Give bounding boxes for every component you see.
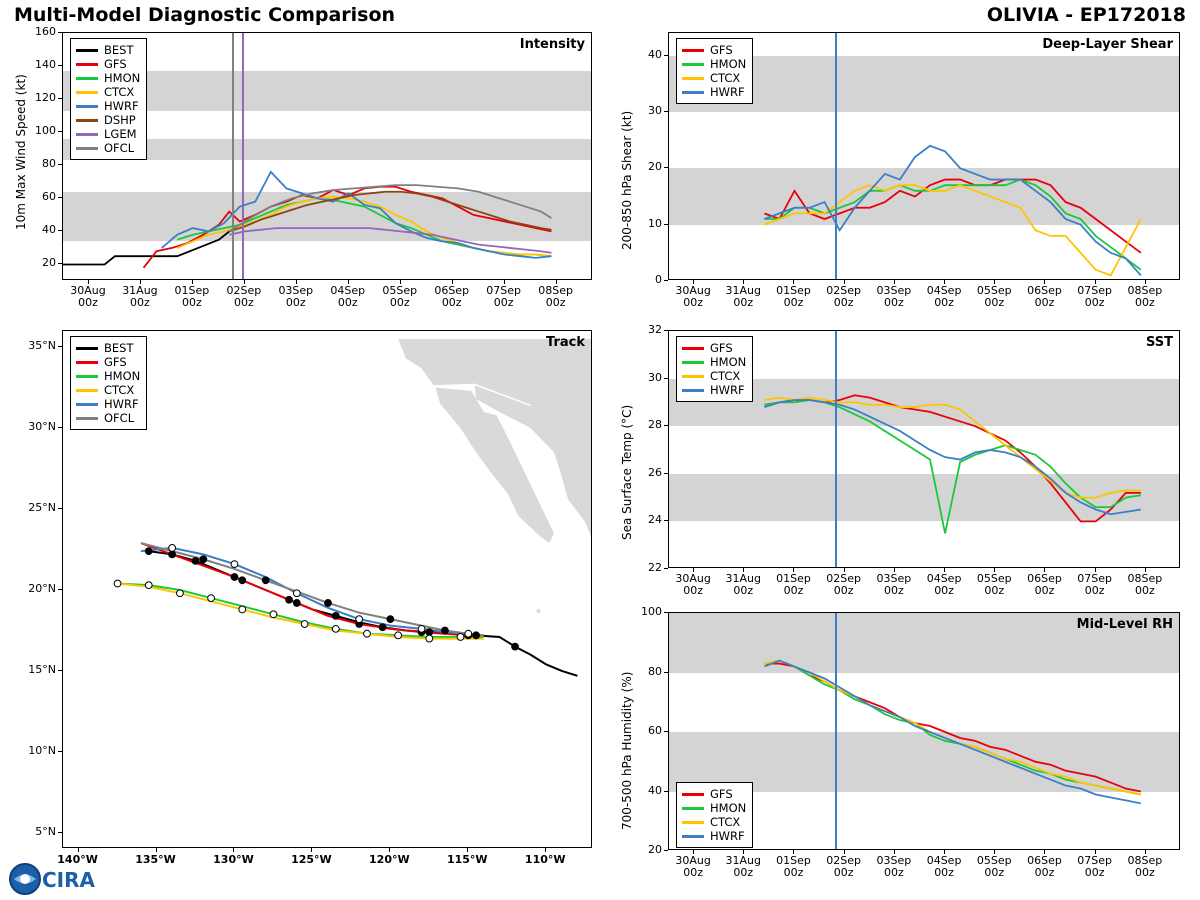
x-tick-label: 30Aug 00z xyxy=(675,284,711,309)
intensity-legend xyxy=(70,38,147,160)
track-point xyxy=(200,556,207,563)
y-tick-label: 35°N xyxy=(28,339,56,353)
legend-label: HMON xyxy=(104,369,141,383)
x-tick-label: 05Sep 00z xyxy=(976,854,1012,879)
main-title: Multi-Model Diagnostic Comparison xyxy=(14,4,396,26)
current-time-line xyxy=(835,33,837,279)
track-point xyxy=(239,577,246,584)
legend-swatch xyxy=(76,119,98,122)
y-tick-label: 15°N xyxy=(28,662,56,676)
y-tick-label: 140 xyxy=(35,58,56,72)
cira-logo xyxy=(8,862,128,896)
track-point xyxy=(356,616,363,623)
series-hmon xyxy=(764,400,1140,533)
legend-swatch xyxy=(682,835,704,838)
x-tick-label: 03Sep 00z xyxy=(876,284,912,309)
current-time-line xyxy=(242,33,244,279)
track-point xyxy=(231,574,238,581)
legend-swatch xyxy=(682,793,704,796)
legend-label: HWRF xyxy=(710,829,745,843)
x-tick-label: 30Aug 00z xyxy=(675,572,711,597)
x-tick-label: 06Sep 00z xyxy=(1027,284,1062,309)
legend-swatch xyxy=(682,361,704,364)
track-point xyxy=(426,629,433,636)
y-tick-label: 28 xyxy=(648,418,662,432)
track-point xyxy=(332,613,339,620)
legend-label: CTCX xyxy=(710,369,741,383)
legend-label: BEST xyxy=(104,43,134,57)
legend-item[interactable] xyxy=(682,57,746,71)
x-tick-label: 07Sep 00z xyxy=(1077,284,1113,309)
y-tick-label: 100 xyxy=(641,605,662,618)
island xyxy=(471,442,475,446)
legend-swatch xyxy=(682,389,704,392)
legend-swatch xyxy=(76,147,98,150)
x-tick-label: 135°W xyxy=(135,853,176,866)
legend-swatch xyxy=(76,77,98,80)
legend-item[interactable] xyxy=(76,57,140,71)
track-point xyxy=(364,630,371,637)
track-point xyxy=(169,551,176,558)
y-tick-label: 20 xyxy=(648,843,662,856)
y-tick-label: 0 xyxy=(655,273,662,286)
legend-swatch xyxy=(76,133,98,136)
x-tick-label: 130°W xyxy=(213,853,254,866)
x-tick-label: 01Sep 00z xyxy=(776,854,811,879)
legend-item[interactable] xyxy=(76,355,140,369)
x-tick-label: 115°W xyxy=(446,853,488,866)
legend-item[interactable] xyxy=(76,71,140,85)
track-point xyxy=(332,625,339,632)
legend-item[interactable] xyxy=(76,397,140,411)
y-tick-label: 40 xyxy=(648,47,662,61)
track-point xyxy=(512,643,519,650)
current-time-line xyxy=(835,613,837,849)
shear-title: Deep-Layer Shear xyxy=(1042,37,1173,52)
x-tick-label: 03Sep 00z xyxy=(876,854,912,879)
legend-label: GFS xyxy=(104,57,127,71)
y-tick-label: 40 xyxy=(42,223,56,237)
legend-swatch xyxy=(76,361,98,364)
x-tick-label: 07Sep 00z xyxy=(1077,854,1113,879)
x-tick-label: 03Sep 00z xyxy=(278,284,314,309)
y-tick-label: 32 xyxy=(648,323,662,336)
legend-label: HWRF xyxy=(104,397,139,411)
current-time-line xyxy=(232,33,234,279)
x-tick-label: 110°W xyxy=(524,853,566,866)
x-tick-label: 04Sep 00z xyxy=(330,284,366,309)
x-tick-label: 08Sep 00z xyxy=(1127,854,1163,879)
y-tick-label: 160 xyxy=(35,25,56,38)
legend-label: HMON xyxy=(710,57,747,71)
legend-label: GFS xyxy=(710,787,733,801)
track-legend xyxy=(70,336,147,430)
x-tick-label: 31Aug 00z xyxy=(725,284,762,309)
current-time-line xyxy=(835,331,837,567)
x-tick-label: 30Aug 00z xyxy=(675,854,711,879)
legend-swatch xyxy=(76,91,98,94)
y-tick-label: 30 xyxy=(648,103,662,117)
x-tick-label: 05Sep 00z xyxy=(382,284,418,309)
legend-label: CTCX xyxy=(710,815,741,829)
x-tick-label: 120°W xyxy=(369,853,410,866)
x-tick-label: 01Sep 00z xyxy=(174,284,210,309)
sst-ylabel: Sea Surface Temp (°C) xyxy=(620,404,634,540)
cira-logo-text: CIRA xyxy=(42,868,95,892)
sst-legend xyxy=(676,336,753,402)
x-tick-label: 31Aug 00z xyxy=(725,572,762,597)
x-tick-label: 08Sep 00z xyxy=(1127,284,1163,309)
track-point xyxy=(325,600,332,607)
legend-swatch xyxy=(682,63,704,66)
x-tick-label: 03Sep 00z xyxy=(876,572,912,597)
track-point xyxy=(293,600,300,607)
x-tick-label: 06Sep 00z xyxy=(1027,572,1062,597)
series-gfs xyxy=(764,180,1140,253)
legend-item[interactable] xyxy=(682,369,746,383)
x-tick-label: 125°W xyxy=(291,853,332,866)
y-tick-label: 30 xyxy=(648,370,662,384)
legend-label: GFS xyxy=(710,341,733,355)
sst-title: SST xyxy=(1145,335,1173,350)
y-tick-label: 24 xyxy=(648,513,662,527)
legend-label: DSHP xyxy=(104,113,136,127)
legend-label: HWRF xyxy=(710,383,745,397)
y-tick-label: 10 xyxy=(648,216,662,230)
y-tick-label: 120 xyxy=(35,91,56,105)
legend-label: GFS xyxy=(104,355,127,369)
track-point xyxy=(379,624,386,631)
x-tick-label: 04Sep 00z xyxy=(926,284,962,309)
track-point xyxy=(239,606,246,613)
legend-item[interactable] xyxy=(682,815,746,829)
legend-swatch xyxy=(76,347,98,350)
legend-label: HMON xyxy=(710,801,747,815)
track-point xyxy=(395,632,402,639)
legend-item[interactable] xyxy=(682,355,746,369)
x-tick-label: 02Sep 00z xyxy=(826,854,862,879)
legend-label: HMON xyxy=(710,355,747,369)
track-point xyxy=(286,596,293,603)
legend-item[interactable] xyxy=(76,369,140,383)
legend-swatch xyxy=(682,91,704,94)
track-point xyxy=(145,582,152,589)
y-tick-label: 26 xyxy=(648,465,662,479)
x-tick-label: 31Aug 00z xyxy=(725,854,762,879)
legend-label: HWRF xyxy=(710,85,745,99)
track-point xyxy=(426,635,433,642)
legend-swatch xyxy=(76,49,98,52)
y-tick-label: 100 xyxy=(35,124,56,138)
rh-legend xyxy=(676,782,753,848)
x-tick-label: 31Aug 00z xyxy=(122,284,158,309)
shear-legend xyxy=(676,38,753,104)
legend-label: CTCX xyxy=(104,85,135,99)
x-tick-label: 08Sep 00z xyxy=(538,284,573,309)
legend-item[interactable] xyxy=(682,829,746,843)
legend-swatch xyxy=(682,49,704,52)
legend-swatch xyxy=(76,375,98,378)
track-point xyxy=(169,545,176,552)
legend-item[interactable] xyxy=(682,801,746,815)
y-tick-label: 60 xyxy=(42,190,56,204)
legend-item[interactable] xyxy=(682,383,746,397)
track-point xyxy=(177,590,184,597)
series-hwrf xyxy=(162,172,552,258)
legend-item[interactable] xyxy=(76,85,140,99)
track-point xyxy=(457,634,464,641)
legend-item[interactable] xyxy=(682,787,746,801)
y-tick-label: 80 xyxy=(42,157,56,171)
track-ofcl xyxy=(141,543,484,635)
x-tick-label: 06Sep 00z xyxy=(1027,854,1062,879)
legend-item[interactable] xyxy=(76,383,140,397)
y-tick-label: 40 xyxy=(648,783,662,797)
track-point xyxy=(387,616,394,623)
y-tick-label: 30°N xyxy=(28,420,56,434)
track-point xyxy=(231,561,238,568)
legend-label: HWRF xyxy=(104,99,139,113)
legend-item[interactable] xyxy=(682,85,746,99)
legend-swatch xyxy=(76,417,98,420)
legend-item[interactable] xyxy=(76,113,140,127)
legend-swatch xyxy=(76,63,98,66)
x-tick-label: 07Sep 00z xyxy=(486,284,522,309)
y-tick-label: 5°N xyxy=(35,824,56,838)
track-point xyxy=(192,557,199,564)
x-tick-label: 04Sep 00z xyxy=(926,572,962,597)
track-title: Track xyxy=(546,335,585,350)
series-ctcx xyxy=(764,398,1140,498)
x-tick-label: 140°W xyxy=(57,853,98,866)
track-point xyxy=(301,621,308,628)
legend-label: HMON xyxy=(104,71,141,85)
y-tick-label: 80 xyxy=(648,664,662,678)
track-point xyxy=(465,630,472,637)
legend-item[interactable] xyxy=(682,341,746,355)
track-point xyxy=(208,595,215,602)
x-tick-label: 02Sep 00z xyxy=(826,284,862,309)
legend-item[interactable] xyxy=(76,43,140,57)
y-tick-label: 20 xyxy=(648,160,662,174)
track-point xyxy=(270,611,277,618)
shear-ylabel: 200-850 hPa Shear (kt) xyxy=(620,110,634,250)
legend-label: LGEM xyxy=(104,127,137,141)
legend-swatch xyxy=(76,403,98,406)
rh-title: Mid-Level RH xyxy=(1076,617,1173,632)
legend-item[interactable] xyxy=(682,71,746,85)
legend-label: OFCL xyxy=(104,411,135,425)
legend-label: CTCX xyxy=(710,71,741,85)
intensity-title: Intensity xyxy=(519,37,585,52)
rh-ylabel: 700-500 hPa Humidity (%) xyxy=(620,671,634,830)
y-tick-label: 60 xyxy=(648,724,662,737)
legend-swatch xyxy=(682,807,704,810)
series-lgem xyxy=(229,228,551,253)
x-tick-label: 05Sep 00z xyxy=(976,284,1012,309)
y-tick-label: 20 xyxy=(42,256,56,270)
legend-swatch xyxy=(682,347,704,350)
track-point xyxy=(442,627,449,634)
x-tick-label: 07Sep 00z xyxy=(1077,572,1113,597)
x-tick-label: 08Sep 00z xyxy=(1127,572,1163,597)
x-tick-label: 05Sep 00z xyxy=(976,572,1012,597)
legend-item[interactable] xyxy=(682,43,746,57)
legend-swatch xyxy=(682,77,704,80)
x-tick-label: 01Sep 00z xyxy=(776,284,811,309)
x-tick-label: 02Sep 00z xyxy=(226,284,262,309)
storm-title: OLIVIA - EP172018 xyxy=(986,4,1186,26)
track-point xyxy=(418,625,425,632)
track-point xyxy=(262,577,269,584)
legend-label: OFCL xyxy=(104,141,135,155)
legend-label: CTCX xyxy=(104,383,135,397)
track-point xyxy=(293,590,300,597)
legend-item[interactable] xyxy=(76,99,140,113)
x-tick-label: 30Aug 00z xyxy=(70,284,106,309)
legend-item[interactable] xyxy=(76,127,140,141)
x-tick-label: 06Sep 00z xyxy=(434,284,470,309)
legend-swatch xyxy=(682,821,704,824)
series-ctcx xyxy=(764,185,1140,275)
track-point xyxy=(473,632,480,639)
x-tick-label: 01Sep 00z xyxy=(776,572,811,597)
island xyxy=(536,609,540,613)
legend-item[interactable] xyxy=(76,141,140,155)
legend-swatch xyxy=(76,105,98,108)
x-tick-label: 04Sep 00z xyxy=(926,854,962,879)
legend-swatch xyxy=(76,389,98,392)
legend-item[interactable] xyxy=(76,411,140,425)
legend-label: GFS xyxy=(710,43,733,57)
legend-swatch xyxy=(682,375,704,378)
y-tick-label: 10°N xyxy=(28,743,56,757)
legend-label: BEST xyxy=(104,341,134,355)
intensity-ylabel: 10m Max Wind Speed (kt) xyxy=(14,74,28,230)
x-tick-label: 02Sep 00z xyxy=(826,572,862,597)
y-tick-label: 20°N xyxy=(28,582,56,595)
y-tick-label: 25°N xyxy=(28,501,56,515)
track-point xyxy=(114,580,121,587)
y-tick-label: 22 xyxy=(648,561,662,574)
track-point xyxy=(145,548,152,555)
legend-item[interactable] xyxy=(76,341,140,355)
